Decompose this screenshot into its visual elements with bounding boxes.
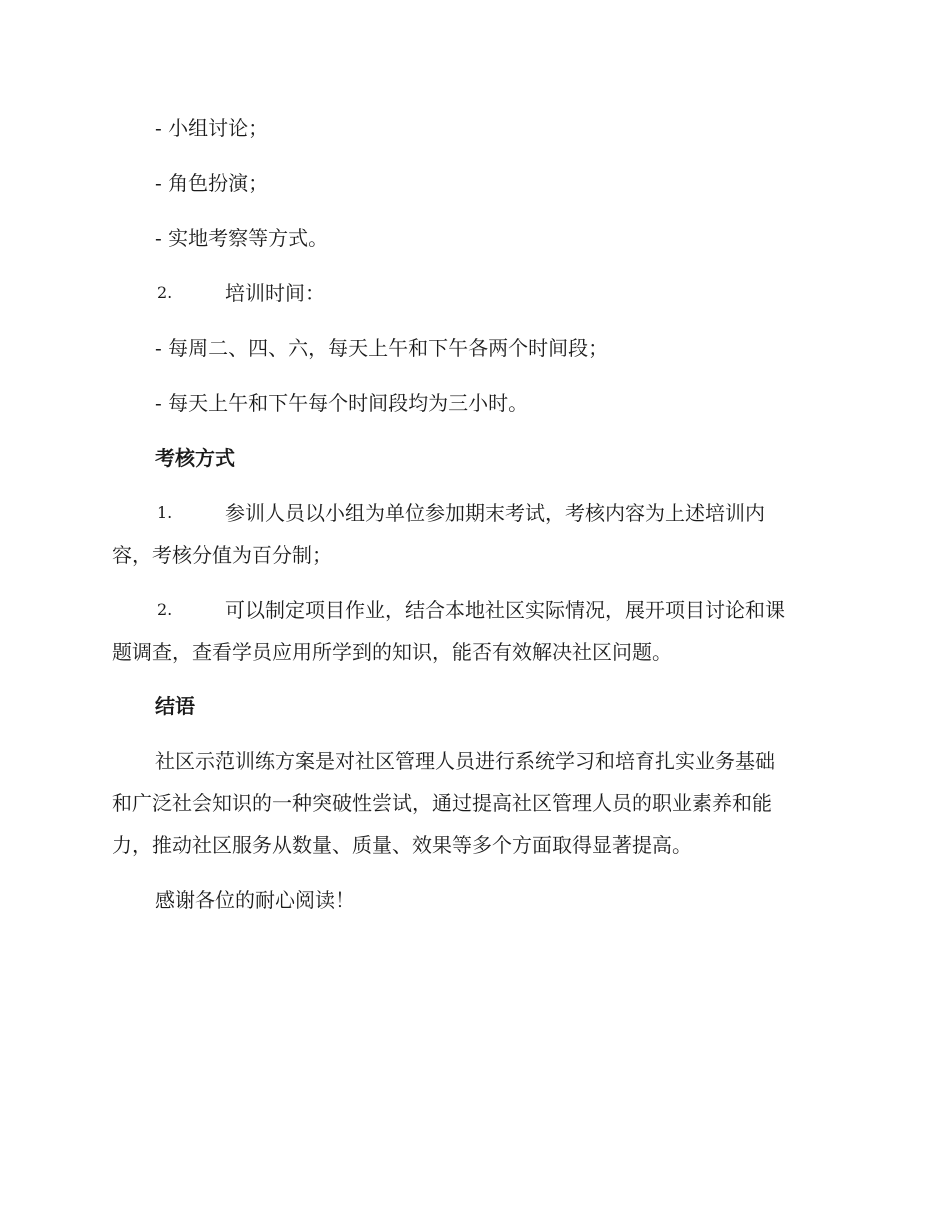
section-heading: 结语 <box>155 694 195 718</box>
assessment-item-text: 容，考核分值为百分制； <box>112 543 332 567</box>
list-number: 1. <box>157 503 173 522</box>
list-number: 2. <box>157 283 173 302</box>
schedule-item-text: - 每周二、四、六，每天上午和下午各两个时间段； <box>155 336 609 360</box>
paragraph-text: 社区示范训练方案是对社区管理人员进行系统学习和培育扎实业务基础 <box>155 749 775 773</box>
schedule-title: 培训时间： <box>225 281 325 305</box>
paragraph-text: 和广泛社会知识的一种突破性尝试，通过提高社区管理人员的职业素养和能 <box>112 791 772 815</box>
schedule-item-text: - 每天上午和下午每个时间段均为三小时。 <box>155 391 529 415</box>
assessment-item-text: 题调查，查看学员应用所学到的知识，能否有效解决社区问题。 <box>112 640 672 664</box>
assessment-item-text: 参训人员以小组为单位参加期末考试，考核内容为上述培训内 <box>225 501 765 525</box>
list-number: 2. <box>157 600 173 619</box>
paragraph-text: 力，推动社区服务从数量、质量、效果等多个方面取得显著提高。 <box>112 833 692 857</box>
method-item-text: - 实地考察等方式。 <box>155 226 329 250</box>
method-item-text: - 角色扮演； <box>155 171 269 195</box>
section-heading: 考核方式 <box>155 446 235 470</box>
assessment-item-text: 可以制定项目作业，结合本地社区实际情况，展开项目讨论和课 <box>225 598 785 622</box>
thanks-text: 感谢各位的耐心阅读！ <box>155 888 355 912</box>
method-item-text: - 小组讨论； <box>155 116 269 140</box>
